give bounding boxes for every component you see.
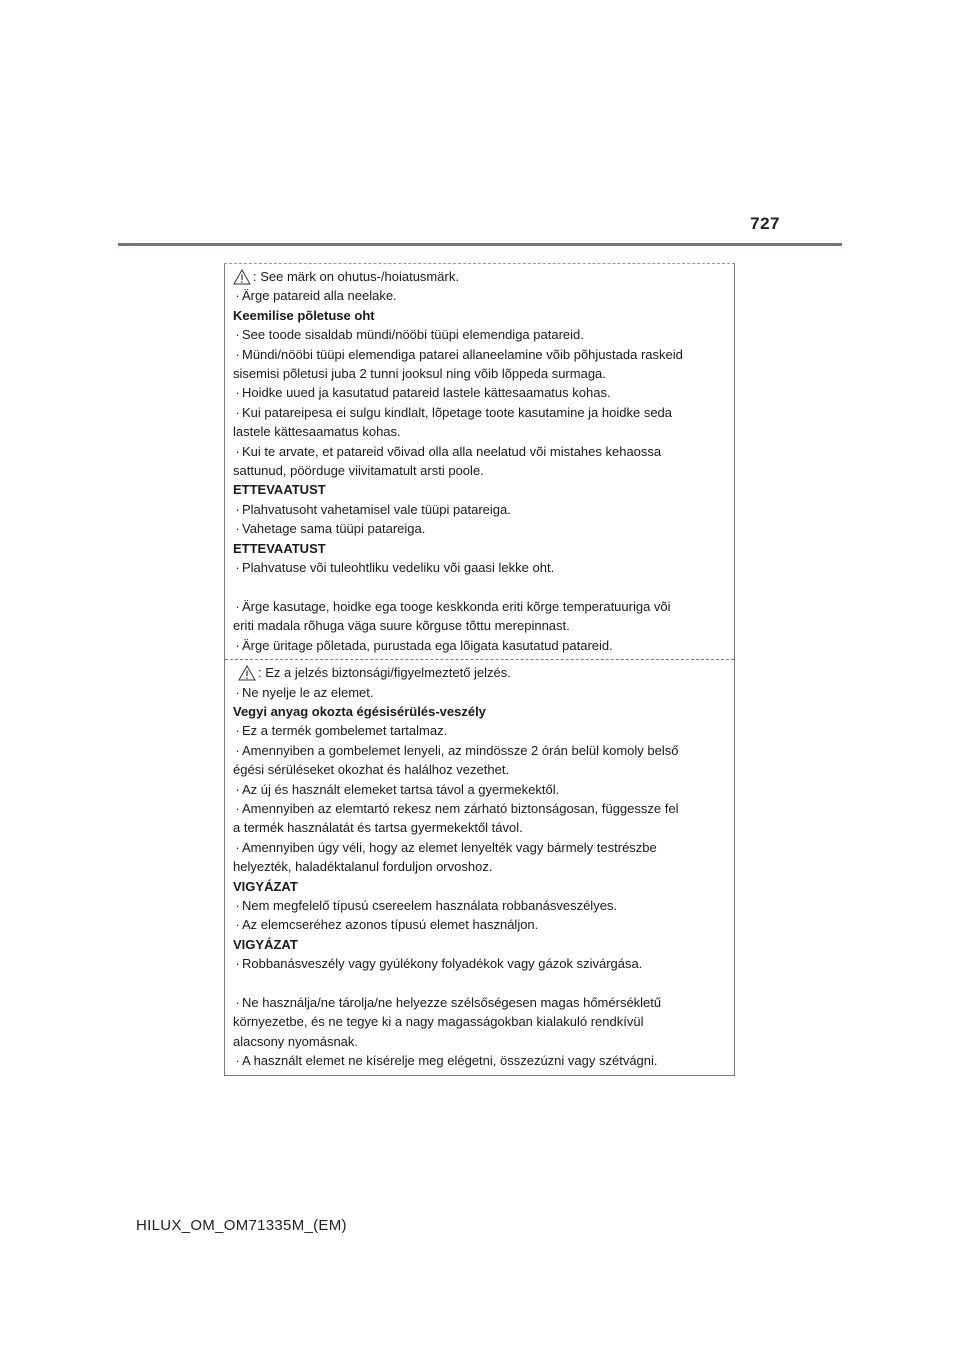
bullet-dot-icon: · bbox=[235, 501, 240, 517]
bullet-item bbox=[233, 597, 726, 616]
line-text: Amennyiben az elemtartó rekesz nem zárható biztonságosan, függessze fel bbox=[242, 800, 679, 816]
line-text: Amennyiben a gombelemet lenyeli, az mindössze 2 órán belül komoly belső bbox=[242, 742, 679, 758]
line-text: Plahvatuse või tuleohtliku vedeliku või gaasi lekke oht. bbox=[242, 560, 555, 576]
bullet-dot-icon: · bbox=[235, 327, 240, 343]
section-heading bbox=[233, 877, 726, 896]
hungarian-symbol-line bbox=[233, 663, 726, 682]
bullet-dot-icon: · bbox=[235, 443, 240, 459]
line-text: Ärge kasutage, hoidke ega tooge keskkonda eriti kõrge temperatuuriga või bbox=[242, 598, 671, 614]
estonian-section bbox=[225, 264, 734, 659]
bullet-item bbox=[233, 403, 726, 422]
bullet-item bbox=[233, 993, 726, 1012]
bullet-continuation bbox=[233, 1012, 726, 1031]
bullet-item bbox=[233, 799, 726, 818]
bullet-dot-icon: · bbox=[235, 560, 240, 576]
line-text: Az elemcseréhez azonos típusú elemet használjon. bbox=[242, 917, 539, 933]
line-text: Kui patareipesa ei sulgu kindlalt, lõpetage toote kasutamine ja hoidke seda bbox=[242, 404, 673, 420]
line-text: lastele kättesaamatus kohas. bbox=[233, 424, 401, 440]
bullet-dot-icon: · bbox=[235, 995, 240, 1010]
line-text: A használt elemet ne kísérelje meg elégetni, összezúzni vagy szétvágni. bbox=[242, 1053, 658, 1069]
bullet-item bbox=[233, 954, 726, 973]
bullet-dot-icon: · bbox=[235, 723, 240, 739]
heading-text: ETTEVAATUST bbox=[233, 540, 326, 556]
estonian-symbol-line bbox=[233, 267, 726, 286]
bullet-dot-icon: · bbox=[235, 839, 240, 855]
line-text: környezetbe, és ne tegye ki a nagy magasságokban kialakuló rendkívül bbox=[233, 1014, 644, 1030]
battery-warning-box bbox=[224, 263, 735, 1076]
bullet-dot-icon: · bbox=[235, 1053, 240, 1069]
line-text: sisemisi põletusi juba 2 tunni jooksul ning võib lõppeda surmaga. bbox=[233, 366, 606, 382]
bullet-dot-icon: · bbox=[235, 404, 240, 420]
bullet-dot-icon: · bbox=[235, 917, 240, 933]
page-number: 727 bbox=[750, 214, 780, 233]
bullet-continuation bbox=[233, 1032, 726, 1051]
line-text: égési sérüléseket okozhat és halálhoz vezethet. bbox=[233, 762, 510, 778]
estonian-lines bbox=[233, 286, 726, 655]
bullet-item bbox=[233, 636, 726, 655]
bullet-item bbox=[233, 519, 726, 538]
bullet-continuation bbox=[233, 461, 726, 480]
document-footer-id: HILUX_OM_OM71335M_(EM) bbox=[136, 1217, 347, 1234]
heading-text: Vegyi anyag okozta égésisérülés-veszély bbox=[233, 703, 486, 719]
bullet-item bbox=[233, 383, 726, 402]
line-text: Vahetage sama tüüpi patareiga. bbox=[242, 521, 426, 537]
bullet-item bbox=[233, 325, 726, 344]
line-text: eriti madala rõhuga väga suure kõrguse tõttu merepinnast. bbox=[233, 618, 570, 634]
bullet-item bbox=[233, 741, 726, 760]
line-text: Ärge üritage põletada, purustada ega lõigata kasutatud patareid. bbox=[242, 637, 613, 653]
heading-text: VIGYÁZAT bbox=[233, 936, 298, 952]
bullet-dot-icon: · bbox=[235, 742, 240, 758]
line-text: Robbanásveszély vagy gyúlékony folyadékok vagy gázok szivárgása. bbox=[242, 956, 643, 972]
section-heading bbox=[233, 935, 726, 954]
warning-triangle-icon bbox=[238, 665, 256, 681]
line-text: Ez a termék gombelemet tartalmaz. bbox=[242, 723, 448, 739]
bullet-dot-icon: · bbox=[235, 897, 240, 913]
hungarian-symbol-text: : Ez a jelzés biztonsági/figyelmeztető jelzés. bbox=[258, 665, 511, 681]
bullet-item bbox=[233, 286, 726, 305]
bullet-dot-icon: · bbox=[235, 346, 240, 362]
bullet-item bbox=[233, 442, 726, 461]
bullet-continuation bbox=[233, 422, 726, 441]
blank-line bbox=[233, 578, 726, 597]
bullet-item bbox=[233, 896, 726, 915]
bullet-item bbox=[233, 500, 726, 519]
section-heading bbox=[233, 306, 726, 325]
line-text: Ärge patareid alla neelake. bbox=[242, 288, 397, 304]
bullet-item bbox=[233, 345, 726, 364]
bullet-continuation bbox=[233, 364, 726, 383]
heading-text: Keemilise põletuse oht bbox=[233, 307, 375, 323]
header-rule bbox=[118, 243, 842, 246]
section-heading bbox=[233, 480, 726, 499]
section-heading bbox=[233, 702, 726, 721]
line-text: helyezték, haladéktalanul forduljon orvoshoz. bbox=[233, 859, 493, 875]
bullet-dot-icon: · bbox=[235, 521, 240, 537]
line-text: Nem megfelelő típusú csereelem használata robbanásveszélyes. bbox=[242, 897, 618, 913]
hungarian-lines bbox=[233, 683, 726, 1071]
bullet-continuation bbox=[233, 760, 726, 779]
line-text: Kui te arvate, et patareid võivad olla alla neelatud või mistahes kehaossa bbox=[242, 443, 662, 459]
bullet-dot-icon: · bbox=[235, 781, 240, 797]
bullet-dot-icon: · bbox=[235, 598, 240, 614]
bullet-dot-icon: · bbox=[235, 637, 240, 653]
line-text: a termék használatát és tartsa gyermekektől távol. bbox=[233, 820, 523, 836]
bullet-dot-icon: · bbox=[235, 684, 240, 700]
hungarian-section bbox=[225, 659, 734, 1075]
heading-text: VIGYÁZAT bbox=[233, 878, 298, 894]
bullet-continuation bbox=[233, 616, 726, 635]
heading-text: ETTEVAATUST bbox=[233, 482, 326, 498]
bullet-item bbox=[233, 1051, 726, 1070]
warning-triangle-icon bbox=[233, 269, 251, 285]
line-text: sattunud, pöörduge viivitamatult arsti poole. bbox=[233, 463, 484, 479]
bullet-continuation bbox=[233, 857, 726, 876]
bullet-dot-icon: · bbox=[235, 800, 240, 816]
line-text: Plahvatusoht vahetamisel vale tüüpi patareiga. bbox=[242, 501, 511, 517]
bullet-item bbox=[233, 838, 726, 857]
bullet-continuation bbox=[233, 818, 726, 837]
line-text: alacsony nyomásnak. bbox=[233, 1033, 359, 1049]
bullet-dot-icon: · bbox=[235, 956, 240, 972]
line-text: Ne használja/ne tárolja/ne helyezze szélsőségesen magas hőmérsékletű bbox=[242, 995, 662, 1010]
line-text: See toode sisaldab mündi/nööbi tüüpi elemendiga patareid. bbox=[242, 327, 584, 343]
section-heading bbox=[233, 539, 726, 558]
bullet-dot-icon: · bbox=[235, 385, 240, 401]
blank-line bbox=[233, 974, 726, 993]
estonian-symbol-text: : See märk on ohutus-/hoiatusmärk. bbox=[253, 269, 459, 284]
line-text: Amennyiben úgy véli, hogy az elemet lenyelték vagy bármely testrészbe bbox=[242, 839, 657, 855]
bullet-item bbox=[233, 558, 726, 577]
line-text: Hoidke uued ja kasutatud patareid lastele kättesaamatus kohas. bbox=[242, 385, 611, 401]
bullet-dot-icon: · bbox=[235, 288, 240, 304]
line-text: Ne nyelje le az elemet. bbox=[242, 684, 374, 700]
bullet-item bbox=[233, 915, 726, 934]
bullet-item bbox=[233, 721, 726, 740]
line-text: Az új és használt elemeket tartsa távol a gyermekektől. bbox=[242, 781, 560, 797]
bullet-item bbox=[233, 780, 726, 799]
line-text: Mündi/nööbi tüüpi elemendiga patarei allaneelamine võib põhjustada raskeid bbox=[242, 346, 683, 362]
bullet-item bbox=[233, 683, 726, 702]
